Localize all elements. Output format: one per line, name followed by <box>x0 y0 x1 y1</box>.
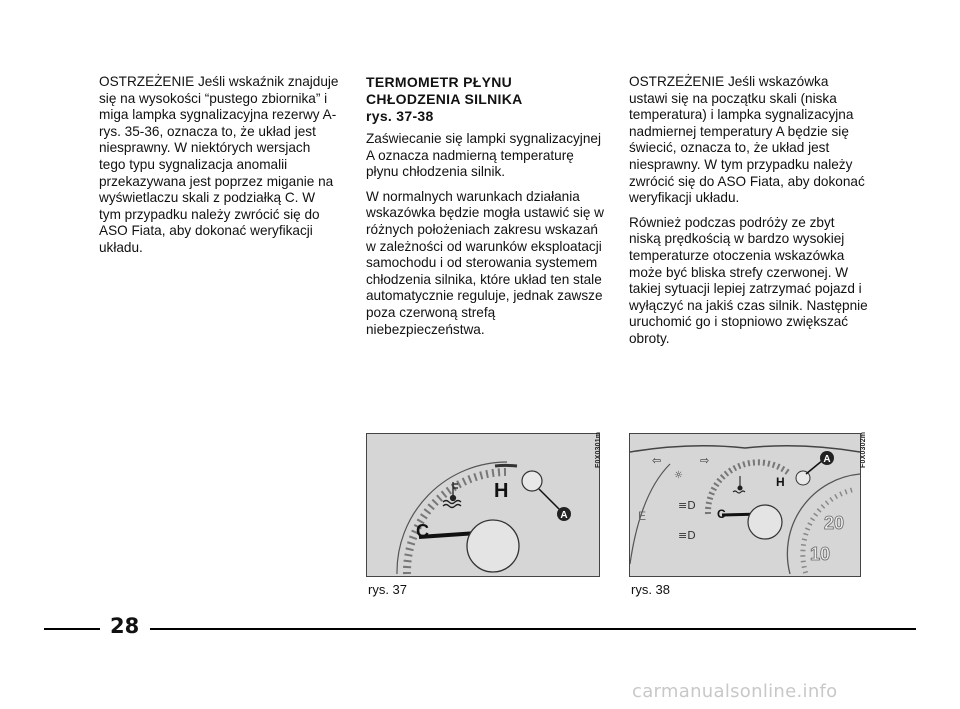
label-h-38: H <box>776 475 785 489</box>
label-c-37: C <box>416 521 429 541</box>
footer-rule-right <box>150 628 916 630</box>
gauge-38-drawing <box>630 434 860 576</box>
label-20-38: 20 <box>824 513 845 533</box>
left-warning-paragraph: OSTRZEŻENIE Jeśli wskaźnik znajduje się na wysokości “pustego zbiornika” i miga lampka sygnalizacyjna rezerwy A-rys. 35-36, oznacza to, że układ jest niesprawny. W niektórych wersjach tego typu sygnalizacja anomalii przekazywana jest poprzez miganie na wyświetlaczu skali z podziałką C. W tym przypadku należy zwrócić się do ASO Fiata, aby dokonać weryfikacji układu. <box>99 74 339 255</box>
label-a-38: A <box>823 454 831 465</box>
middle-paragraph-2: W normalnych warunkach działania wskazówka będzie mogła ustawić się w różnych położeniach zakresu wskazań w zależności od warunków eksploatacji samochodu i od sterowania systemem chłodzenia silnika, które układ ten stale automatycznie reguluje, jednak zawsze poza czerwoną strefą niebezpieczeństwa. <box>366 188 604 337</box>
fog-lamp-icon: ☼ <box>674 470 683 481</box>
footer-rule-left <box>44 628 100 630</box>
left-column <box>99 74 339 265</box>
middle-paragraph-1: Zaświecanie się lampki sygnalizacyjnej A oznacza nadmierną temperaturę płynu chłodzenia silnik. <box>366 131 601 180</box>
turn-right-icon: ⇨ <box>700 454 710 467</box>
label-h-37: H <box>494 480 509 502</box>
high-beam-icon: ≡D <box>678 529 696 542</box>
low-beam-icon: ≡D <box>678 499 696 512</box>
right-warning-paragraph: OSTRZEŻENIE Jeśli wskazówka ustawi się na początku skali (niska temperatura) i lampka sygnalizacyjna nadmiernej temperatury A będzie się świecić, oznacza to, że układ jest niesprawny. W tym przypadku należy zwrócić się do ASO Fiata, aby dokonać weryfikacji układu. <box>629 74 865 206</box>
gauge-37-drawing <box>367 434 599 576</box>
heading-figure-ref: rys. 37-38 <box>366 108 434 124</box>
figure-37-temperature-gauge <box>366 433 600 577</box>
figure-37-caption: rys. 37 <box>368 582 408 597</box>
label-10-38: 10 <box>810 544 831 564</box>
figure-38-caption: rys. 38 <box>631 582 671 597</box>
label-e-38: E <box>638 509 647 523</box>
middle-column <box>366 74 604 346</box>
page-number: 28 <box>110 614 140 638</box>
heading-line-1: TERMOMETR PŁYNU <box>366 74 513 90</box>
right-column <box>629 74 869 356</box>
figure-38-code: F0X0302m <box>860 431 867 468</box>
label-a-37: A <box>560 510 568 521</box>
figure-38-instrument-cluster <box>629 433 861 577</box>
right-paragraph-2: Również podczas podróży ze zbyt niską prędkością w bardzo wysokiej temperaturze otoczenia wskazówka może być bliska strefy czerwonej. W takiej sytuacji lepiej zatrzymać pojazd i wyłączyć na jakiś czas silnik. Następnie uruchomić go i stopniowo zwiększać obroty. <box>629 214 868 346</box>
turn-left-icon: ⇦ <box>652 454 662 467</box>
label-c-38: C <box>717 507 726 521</box>
figure-37-code: F0X0301m <box>595 431 602 468</box>
watermark: carmanualsonline.info <box>632 681 838 702</box>
heading-line-2: CHŁODZENIA SILNIKA <box>366 91 523 107</box>
section-heading <box>366 74 604 125</box>
